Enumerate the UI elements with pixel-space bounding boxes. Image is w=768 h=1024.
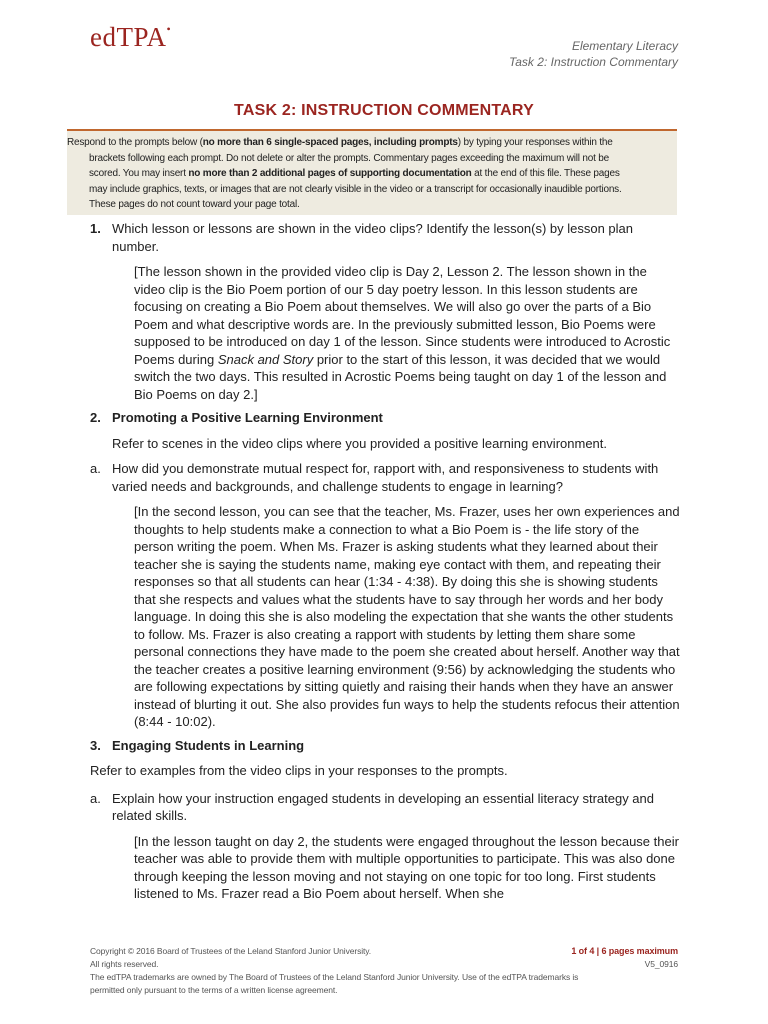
prompt-number: 1. [90,221,101,236]
instructions-text: may include graphics, texts, or images that are not clearly visible in the video or a transcript for occasionally inaudible portions. [89,183,622,195]
page-count: 1 of 4 | 6 pages maximum [571,946,678,956]
prompt-letter: a. [90,790,101,806]
edtpa-logo [90,22,171,53]
prompt-3 [90,737,680,755]
footer-trademark: The edTPA trademarks are owned by The Board of Trustees of the Leland Stanford Junior University. Use of the edTPA trademarks is [90,972,579,982]
prompt-2a [90,460,680,495]
prompt-letter: a. [90,461,101,476]
header-subject: Elementary Literacy [571,39,678,53]
response-1 [134,263,680,403]
prompt-number: 2. [90,410,101,425]
logo-text: edTPA [90,22,167,52]
footer-version: V5_0916 [644,959,678,969]
footer-trademark-cont: permitted only pursuant to the terms of a written license agreement. [90,985,338,995]
footer-rights: All rights reserved. [90,959,159,969]
instructions-text: ) by typing your responses within the [457,137,613,148]
logo-mark: • [166,22,172,36]
section-heading: Promoting a Positive Learning Environment [112,410,383,425]
response-text: [The lesson shown in the provided video clip is Day 2, Lesson 2. The lesson shown in the video clip is the Bio Poem portion of our 5 day poetry lesson. In this lesson students are focusing on creating a Bio Poem about themselves. We will also go over the parts of a Bio Poem and what descriptive words are. In the previously submitted lesson, Bio Poems were supposed to be introduced on day 1 of the lesson. Since students were introduced to Acrostic Poems during [134,264,671,367]
prompt-text: Explain how your instruction engaged students in developing an essential literacy strategy and related skills. [112,790,655,823]
section-intro: Refer to scenes in the video clips where you provided a positive learning environment. [112,435,607,451]
prompt-text: Which lesson or lessons are shown in the video clips? Identify the lesson(s) by lesson plan number. [112,221,633,254]
prompt-3a [90,790,680,825]
header-task: Task 2: Instruction Commentary [509,55,678,69]
prompt-text: How did you demonstrate mutual respect for, rapport with, and responsiveness to students with varied needs and backgrounds, and challenge students to engage in learning? [112,461,659,494]
prompt-2 [90,409,680,427]
page-footer [90,945,678,997]
prompt-number: 3. [90,737,101,753]
response-2a: [In the second lesson, you can see that the teacher, Ms. Frazer, uses her own experiences and thoughts to help students make a connection to what a Bio Poem is - the life story of the person writing the poem. When Ms. Frazer is asking students what they learned about their teacher she is saying the students name, making eye contact with them, and repeating their responses so that all students can hear (1:34 - 4:38). By doing this she is showing students that she respects and values what the students have to say through her words and her body language. In doing this she is also modeling the expectation that she wants the other students to follow. Ms. Frazer is also creating a rapport with students by letting them share some personal connections they have made to the poem she created about herself. Another way that the teacher creates a positive learning environment (9:56) by acknowledging the students who are following expectations by sitting quietly and raising their hands when they have an answer instead of blurting it out. She also provides fun ways to help the students refocus their attention (8:44 - 10:02). [134,504,680,729]
prompt-1 [90,220,680,255]
instructions-text: brackets following each prompt. Do not delete or alter the prompts. Commentary pages exceeding the maximum will not be [89,152,609,164]
instructions-bold: no more than 2 additional pages of supporting documentation [188,168,472,179]
footer-copyright: Copyright © 2016 Board of Trustees of the Leland Stanford Junior University. [90,946,372,956]
response-text: prior to the start of this lesson, it was decided that we would switch the two days. This resulted in Acrostic Poems being taught on day 1 of the lesson and Bio Poems on day 2.] [134,351,667,402]
instructions-text: scored. You may insert [89,168,189,179]
response-emphasis: Snack and Story [217,351,314,367]
instructions-text: These pages do not count toward your page total. [89,199,300,210]
instructions-box [67,129,677,215]
page-title: TASK 2: INSTRUCTION COMMENTARY [234,102,534,119]
commentary-body [90,220,680,903]
section-intro: Refer to examples from the video clips in your responses to the prompts. [90,763,508,778]
instructions-bold: no more than 6 single-spaced pages, including prompts [202,137,458,148]
instructions-text: Respond to the prompts below ( [67,137,203,148]
document-header [509,38,678,70]
instructions-text: at the end of this file. These pages [471,168,620,179]
response-3a: [In the lesson taught on day 2, the students were engaged throughout the lesson because their teacher was able to provide them with multiple opportunities to participate. This was also done through keeping the lesson moving and not staying on one topic for too long. First students listened to Ms. Frazer read a Bio Poem about herself. When she [134,833,679,901]
section-heading: Engaging Students in Learning [112,737,305,753]
